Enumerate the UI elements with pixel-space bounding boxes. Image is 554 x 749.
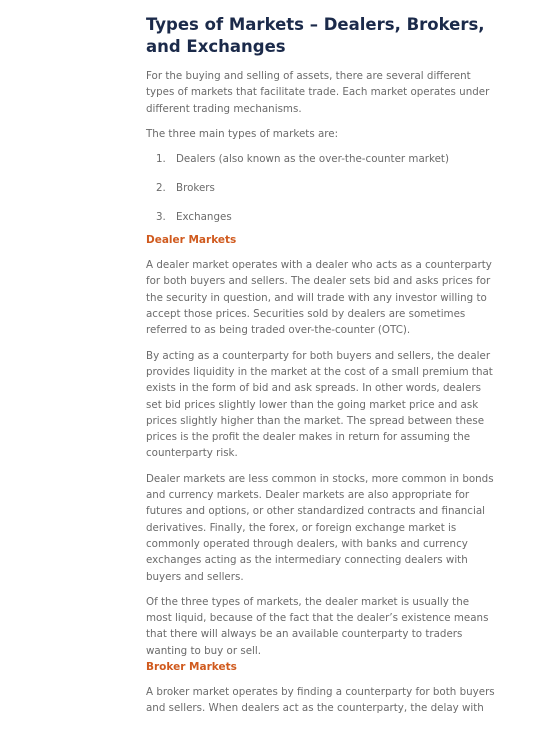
list-item [146,174,498,203]
broker-markets-heading: Broker Markets [146,661,237,674]
dealer-markets-heading: Dealer Markets [146,234,237,247]
list-item-number: 1. [156,153,166,166]
intro-paragraph: For the buying and selling of assets, there are several different types of markets that facilitate trade. Each market operates under different trading mechanisms. [146,70,490,115]
page-title: Types of Markets – Dealers, Brokers, and Exchanges [146,15,485,56]
dealer-paragraph: By acting as a counterparty for both buyers and sellers, the dealer provides liquidity in the market at the cost of a small premium that exists in the form of bid and ask spreads. In other words, dealers set bid prices slightly lower than the going market price and ask prices slightly higher than the market. The spread between these prices is the profit the dealer makes in return for assuming the counterparty risk. [146,349,493,460]
dealer-paragraph: Of the three types of markets, the dealer market is usually the most liquid, because of the fact that the dealer’s existence means that there will always be an available counterparty to traders wanting to buy or sell. [146,595,489,657]
list-item [146,203,498,232]
list-item-number: 3. [156,211,166,224]
list-lead-paragraph: The three main types of markets are: [146,127,339,140]
list-item-label: Dealers (also known as the over-the-counter market) [176,153,449,166]
list-item-number: 2. [156,182,166,195]
dealer-paragraph: Dealer markets are less common in stocks, more common in bonds and currency markets. Dealer markets are also appropriate for futures and options, or other standardized contracts and financial derivatives. Finally, the forex, or foreign exchange market is commonly operated through dealers, with banks and currency exchanges acting as the intermediary connecting dealers with buyers and sellers. [146,472,494,583]
list-item-label: Brokers [176,182,215,195]
dealer-paragraph: A dealer market operates with a dealer who acts as a counterparty for both buyers and sellers. The dealer sets bid and asks prices for the security in question, and will trade with any investor willing to accept those prices. Securities sold by dealers are sometimes referred to as being traded over-the-counter (OTC). [146,259,492,337]
broker-paragraph: A broker market operates by finding a counterparty for both buyers and sellers. When dealers act as the counterparty, the delay with [146,686,495,715]
list-item [146,145,498,174]
market-types-list [146,145,498,232]
list-item-label: Exchanges [176,211,232,224]
